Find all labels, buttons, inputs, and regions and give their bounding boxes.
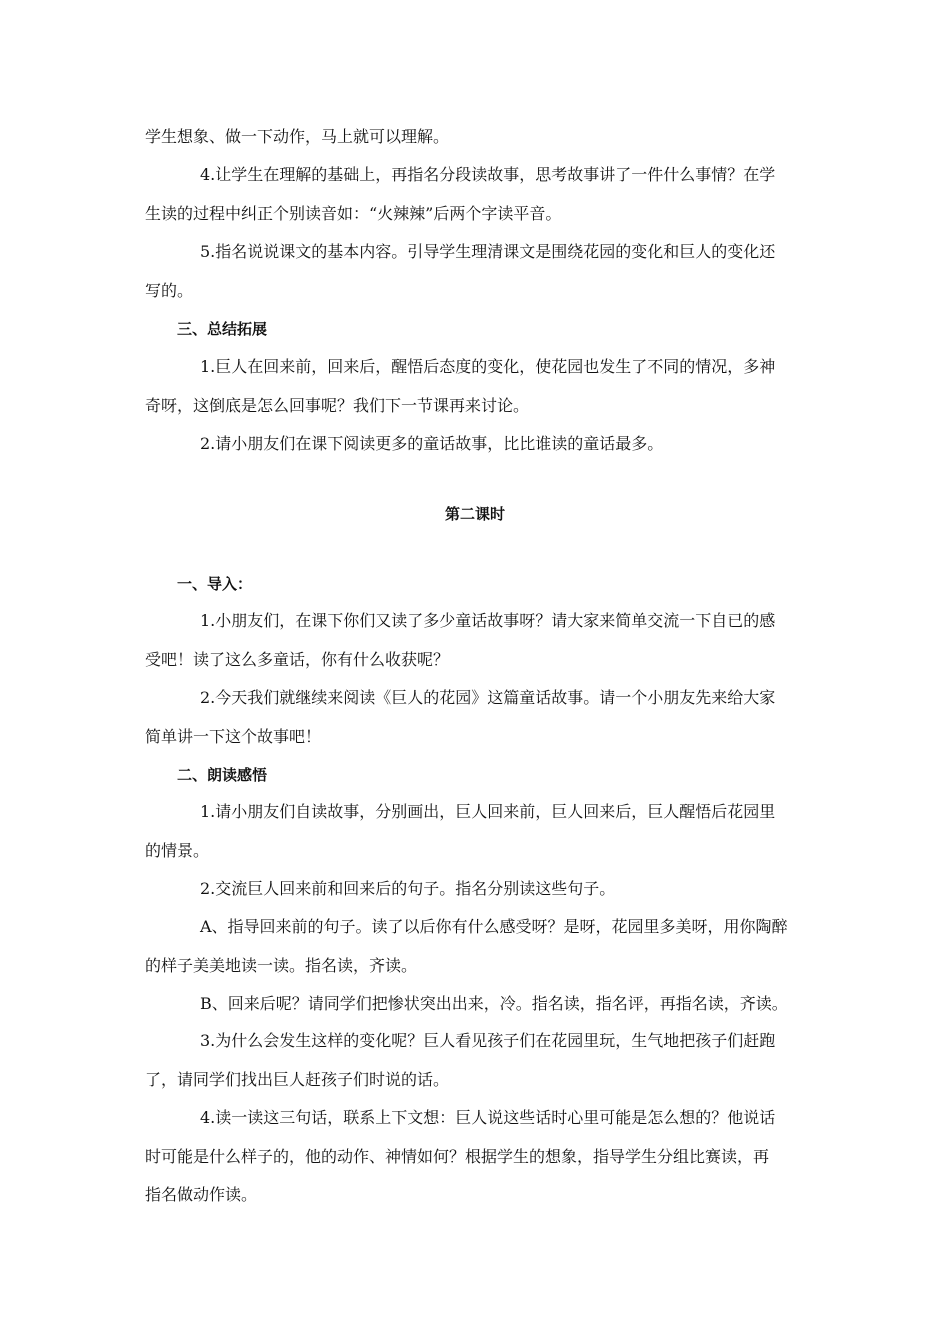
paragraph-line: 写的。 xyxy=(145,281,194,300)
section-heading: 三、总结拓展 xyxy=(177,320,268,338)
paragraph-line: 3.为什么会发生这样的变化呢？巨人看见孩子们在花园里玩，生气地把孩子们赶跑 xyxy=(200,1031,776,1050)
paragraph-line: 1.小朋友们，在课下你们又读了多少童话故事呀？请大家来简单交流一下自已的感 xyxy=(200,611,776,630)
paragraph-line: 2.今天我们就继续来阅读《巨人的花园》这篇童话故事。请一个小朋友先来给大家 xyxy=(200,688,776,707)
paragraph-line: 了，请同学们找出巨人赶孩子们时说的话。 xyxy=(145,1070,450,1089)
paragraph-line: 2.交流巨人回来前和回来后的句子。指名分别读这些句子。 xyxy=(200,879,616,898)
paragraph-line: 1.巨人在回来前，回来后，醒悟后态度的变化，使花园也发生了不同的情况，多神 xyxy=(200,357,776,376)
paragraph-line: 5.指名说说课文的基本内容。引导学生理清课文是围绕花园的变化和巨人的变化还 xyxy=(200,242,776,261)
lesson-title: 第二课时 xyxy=(444,505,505,523)
section-heading: 二、朗读感悟 xyxy=(177,766,268,784)
paragraph-line: 指名做动作读。 xyxy=(145,1185,258,1204)
paragraph-line: 4.读一读这三句话，联系上下文想：巨人说这些话时心里可能是怎么想的？他说话 xyxy=(200,1108,776,1127)
paragraph-line: 1.请小朋友们自读故事，分别画出，巨人回来前，巨人回来后，巨人醒悟后花园里 xyxy=(200,802,776,821)
paragraph-line: 奇呀，这倒底是怎么回事呢？我们下一节课再来讨论。 xyxy=(145,396,530,415)
paragraph-line: 2.请小朋友们在课下阅读更多的童话故事，比比谁读的童话最多。 xyxy=(200,434,664,453)
paragraph-line: 受吧！读了这么多童话，你有什么收获呢？ xyxy=(145,650,450,669)
paragraph-line: 学生想象、做一下动作，马上就可以理解。 xyxy=(145,127,450,146)
paragraph-line: 的样子美美地读一读。指名读，齐读。 xyxy=(145,956,418,975)
paragraph-line: B、回来后呢？请同学们把惨状突出出来，冷。指名读，指名评，再指名读，齐读。 xyxy=(200,994,788,1013)
paragraph-line: 的情景。 xyxy=(145,841,210,860)
paragraph-line: 4.让学生在理解的基础上，再指名分段读故事，思考故事讲了一件什么事情？在学 xyxy=(200,165,776,184)
paragraph-line: A、指导回来前的句子。读了以后你有什么感受呀？是呀，花园里多美呀，用你陶醉 xyxy=(200,917,788,936)
paragraph-line: 时可能是什么样子的，他的动作、神情如何？根据学生的想象，指导学生分组比赛读，再 xyxy=(145,1147,770,1166)
paragraph-line: 简单讲一下这个故事吧！ xyxy=(145,727,322,746)
paragraph-line: 生读的过程中纠正个别读音如：“火辣辣”后两个字读平音。 xyxy=(145,204,562,223)
section-heading: 一、导入： xyxy=(177,575,253,593)
